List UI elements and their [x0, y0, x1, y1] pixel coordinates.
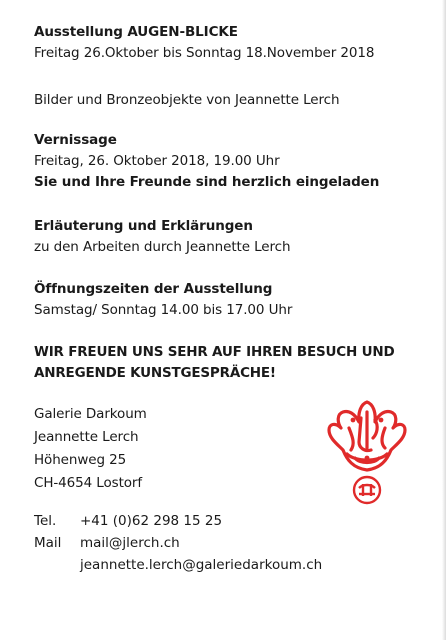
mail-row-2 — [34, 554, 439, 576]
mail-row — [34, 532, 439, 554]
mail-address-1: mail@jlerch.ch — [80, 535, 180, 551]
city: CH-4654 Lostorf — [34, 475, 143, 491]
hours-heading: Öffnungszeiten der Ausstellung — [34, 281, 273, 297]
tel-number: +41 (0)62 298 15 25 — [80, 513, 223, 529]
explanation-heading: Erläuterung und Erklärungen — [34, 218, 253, 234]
vernissage-invite: Sie und Ihre Freunde sind herzlich eingeladen — [34, 174, 380, 190]
vernissage-date: Freitag, 26. Oktober 2018, 19.00 Uhr — [34, 153, 280, 169]
vernissage-block — [34, 130, 439, 193]
tel-label: Tel. — [34, 513, 57, 529]
works-description: Bilder und Bronzeobjekte von Jeannette Lerch — [34, 92, 340, 108]
works-block — [34, 90, 439, 111]
hours-block — [34, 279, 439, 321]
person-name: Jeannette Lerch — [34, 429, 139, 445]
closing-line-1: WIR FREUEN UNS SEHR AUF IHREN BESUCH UND — [34, 344, 395, 360]
explanation-block — [34, 216, 439, 258]
contact-block — [34, 510, 439, 576]
hamsa-hand-logo-icon — [325, 398, 409, 510]
street: Höhenweg 25 — [34, 452, 127, 468]
tel-row — [34, 510, 439, 532]
hours-text: Samstag/ Sonntag 14.00 bis 17.00 Uhr — [34, 302, 293, 318]
gallery-name: Galerie Darkoum — [34, 406, 147, 422]
paper-edge — [442, 0, 446, 640]
mail-label: Mail — [34, 535, 62, 551]
closing-block — [34, 342, 439, 384]
exhibition-title: Ausstellung AUGEN-BLICKE — [34, 24, 238, 40]
explanation-text: zu den Arbeiten durch Jeannette Lerch — [34, 239, 291, 255]
exhibition-block — [34, 22, 439, 64]
vernissage-heading: Vernissage — [34, 132, 117, 148]
exhibition-dates: Freitag 26.Oktober bis Sonntag 18.November 2018 — [34, 45, 375, 61]
closing-line-2: ANREGENDE KUNSTGESPRÄCHE! — [34, 365, 276, 381]
mail-address-2: jeannette.lerch@galeriedarkoum.ch — [80, 557, 323, 573]
